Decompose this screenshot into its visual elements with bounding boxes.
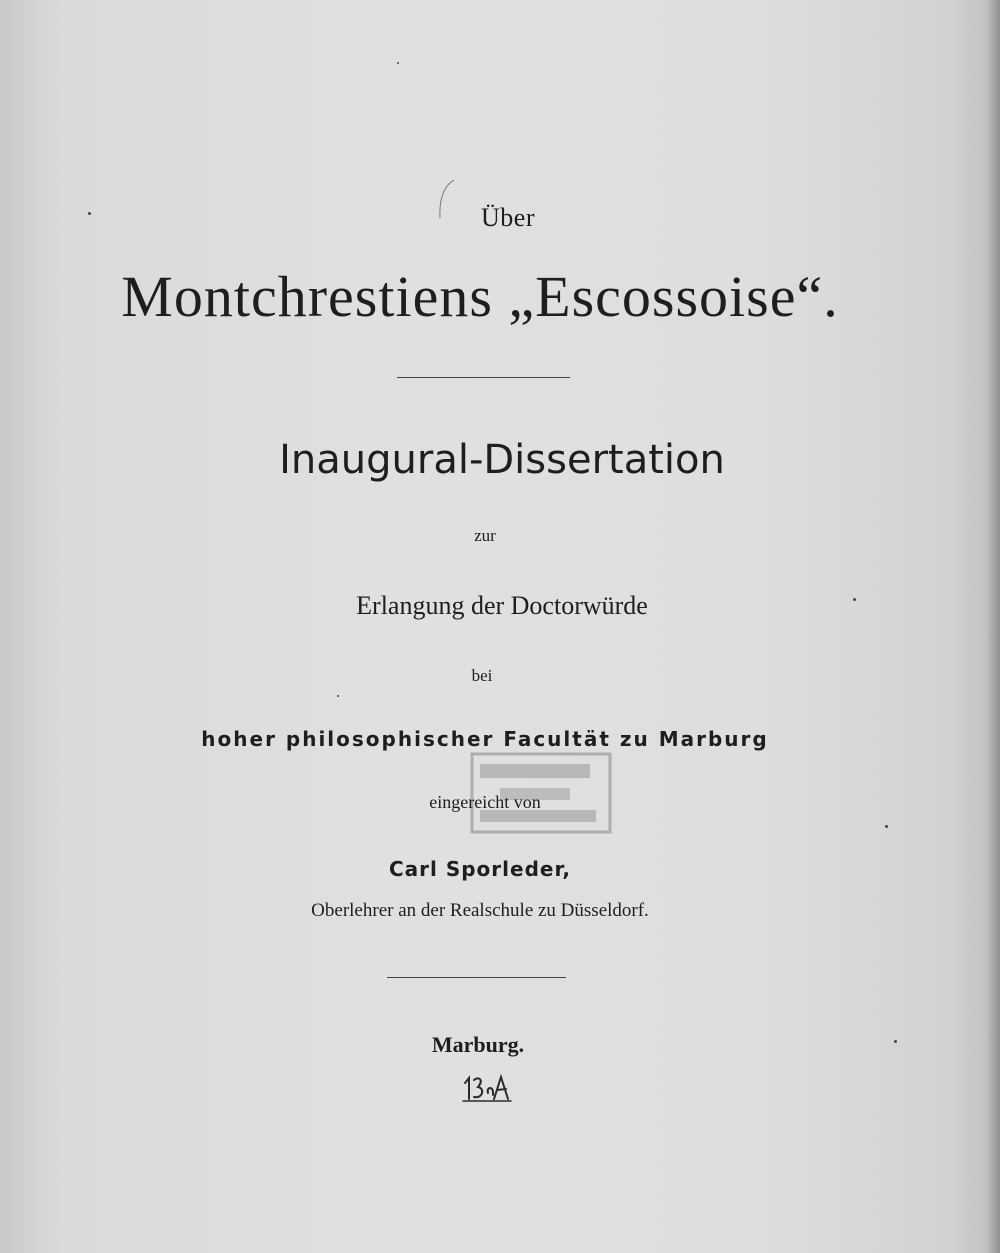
divider-top <box>397 377 570 378</box>
submitted-by-label: eingereicht von <box>429 792 541 812</box>
purpose-zur: zur <box>474 526 496 545</box>
document-type: Inaugural-Dissertation <box>279 437 725 483</box>
handwritten-shelfmark <box>461 1073 513 1105</box>
publication-place: Marburg. <box>431 1032 525 1057</box>
paper-speck <box>397 62 399 64</box>
paper-speck <box>88 212 91 215</box>
author-position: Oberlehrer an der Realschule zu Düsseldorf. <box>311 900 649 921</box>
page-title: Montchrestiens „Escossoise“. <box>121 264 839 329</box>
purpose-degree: Erlangung der Doctorwürde <box>356 591 648 620</box>
paper-speck <box>885 825 888 828</box>
paper-speck <box>894 1040 897 1043</box>
title-prefix: Über <box>481 203 535 232</box>
paper-speck <box>337 695 339 697</box>
purpose-bei: bei <box>471 666 493 685</box>
page-edge-shadow <box>986 0 1000 1253</box>
author-name: Carl Sporleder, <box>388 857 571 881</box>
faculty-name: hoher philosophischer Facultät zu Marburg <box>201 727 769 751</box>
paper-speck <box>853 598 856 601</box>
divider-bottom <box>387 977 566 978</box>
